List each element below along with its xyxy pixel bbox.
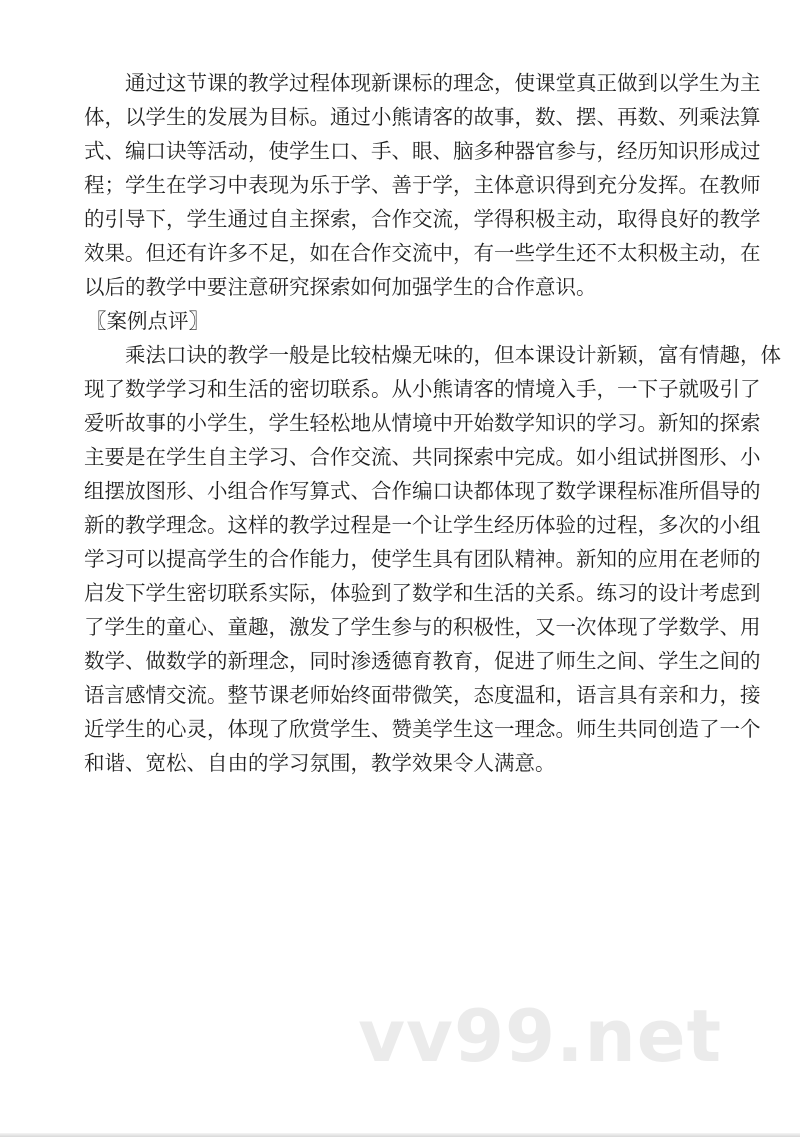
text-line: 主要是在学生自主学习、合作交流、共同探索中完成。如小组试拼图形、小 — [84, 445, 761, 469]
text-line: 效果。但还有许多不足，如在合作交流中，有一些学生还不太积极主动，在 — [84, 241, 761, 265]
page-bottom-edge — [0, 1133, 800, 1137]
text-line: 数学、做数学的新理念，同时渗透德育教育，促进了师生之间、学生之间的 — [84, 649, 761, 673]
paragraph-reflection — [84, 66, 761, 304]
text-line: 学习可以提高学生的合作能力，使学生具有团队精神。新知的应用在老师的 — [84, 547, 761, 571]
text-line: 语言感情交流。整节课老师始终面带微笑，态度温和，语言具有亲和力，接 — [84, 683, 761, 707]
document-body — [84, 66, 781, 780]
watermark-logo: vv99.net — [358, 994, 722, 1078]
section-heading-case-review: 〖案例点评〗 — [86, 309, 209, 333]
text-line: 组摆放图形、小组合作写算式、合作编口诀都体现了数学课程标准所倡导的 — [84, 479, 761, 503]
text-line: 以后的教学中要注意研究探索如何加强学生的合作意识。 — [84, 275, 597, 299]
text-line: 通过这节课的教学过程体现新课标的理念，使课堂真正做到以学生为主 — [84, 71, 761, 95]
text-line: 乘法口诀的教学一般是比较枯燥无味的，但本课设计新颖，富有情趣，体 — [84, 343, 781, 367]
text-line: 式、编口诀等活动，使学生口、手、眼、脑多种器官参与，经历知识形成过 — [84, 139, 761, 163]
text-line: 现了数学学习和生活的密切联系。从小熊请客的情境入手，一下子就吸引了 — [84, 377, 761, 401]
text-line: 了学生的童心、童趣，激发了学生参与的积极性，又一次体现了学数学、用 — [84, 615, 761, 639]
text-line: 和谐、宽松、自由的学习氛围，教学效果令人满意。 — [84, 751, 556, 775]
text-line: 新的教学理念。这样的教学过程是一个让学生经历体验的过程，多次的小组 — [84, 513, 761, 537]
text-line: 启发下学生密切联系实际，体验到了数学和生活的关系。练习的设计考虑到 — [84, 581, 761, 605]
paragraph-case-review — [84, 338, 781, 780]
text-line: 程；学生在学习中表现为乐于学、善于学，主体意识得到充分发挥。在教师 — [84, 173, 761, 197]
text-line: 体，以学生的发展为目标。通过小熊请客的故事，数、摆、再数、列乘法算 — [84, 105, 761, 129]
text-line: 爱听故事的小学生，学生轻松地从情境中开始数学知识的学习。新知的探索 — [84, 411, 761, 435]
text-line: 的引导下，学生通过自主探索，合作交流，学得积极主动，取得良好的教学 — [84, 207, 761, 231]
text-line: 近学生的心灵，体现了欣赏学生、赞美学生这一理念。师生共同创造了一个 — [84, 717, 761, 741]
